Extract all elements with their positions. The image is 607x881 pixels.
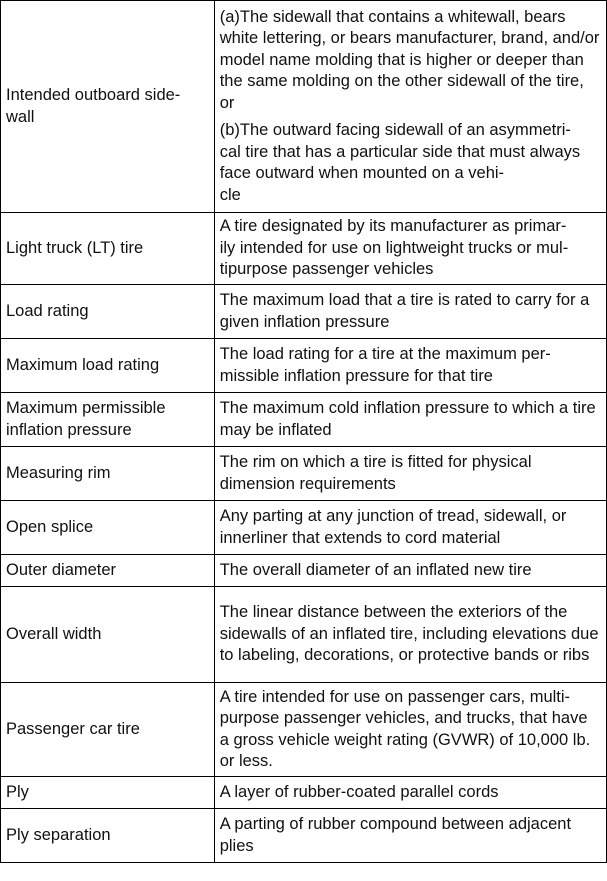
definition-text: A layer of rubber-coated parallel cords: [219, 782, 499, 801]
definition-cell: [214, 555, 606, 587]
definition-cell: [214, 339, 606, 393]
definition-cell: [214, 683, 606, 777]
term-cell: Maximum load rating: [1, 339, 215, 393]
table-row: [1, 809, 607, 863]
term-cell: Outer diameter: [1, 555, 215, 587]
table-row: [1, 777, 607, 809]
definition-text: The maximum cold inflation pressure to which a tire may be inflated: [219, 399, 596, 439]
table-row: [1, 587, 607, 683]
definition-text: The rim on which a tire is fitted for physical dimension requirements: [219, 453, 532, 493]
term-cell: Ply separation: [1, 809, 215, 863]
table-row: [1, 339, 607, 393]
definition-cell: [214, 447, 606, 501]
table-row: [1, 1, 607, 213]
definition-cell: [214, 501, 606, 555]
definition-cell: [214, 777, 606, 809]
definition-cell: [214, 393, 606, 447]
term-cell: Maximum permissible inflation pressure: [1, 393, 215, 447]
definition-text-a: (a)The sidewall that contains a whitewall, bears white lettering, or bears manufacturer, brand, and/or model name molding that is higher or deeper than the same molding on the other sidewall of the tire, or: [219, 7, 600, 112]
table-row: [1, 285, 607, 339]
table-row: [1, 213, 607, 285]
term-cell: Measuring rim: [1, 447, 215, 501]
definition-cell: [214, 1, 606, 213]
definition-text: The load rating for a tire at the maximum per- missible inflation pressure for that tire: [219, 345, 551, 385]
definition-cell: [214, 285, 606, 339]
table-row: [1, 447, 607, 501]
definition-text: Any parting at any junction of tread, sidewall, or innerliner that extends to cord material: [219, 507, 567, 547]
table-row: [1, 393, 607, 447]
term-cell: Passenger car tire: [1, 683, 215, 777]
definition-text: The overall diameter of an inflated new tire: [219, 560, 532, 579]
term-cell: Ply: [1, 777, 215, 809]
definition-text: A tire designated by its manufacturer as primar- ily intended for use on lightweight trucks or mul- tipurpose passenger vehicles: [219, 217, 569, 279]
term-cell: Intended outboard side- wall: [1, 1, 215, 213]
table-row: [1, 555, 607, 587]
definition-cell: [214, 809, 606, 863]
definition-text: A tire intended for use on passenger cars, multi- purpose passenger vehicles, and trucks, that have a gross vehicle weight rating (GVWR) of 10,000 lb. or less.: [219, 687, 591, 770]
definition-cell: [214, 213, 606, 285]
definition-cell: [214, 587, 606, 683]
term-cell: Overall width: [1, 587, 215, 683]
term-cell: Light truck (LT) tire: [1, 213, 215, 285]
glossary-body: [1, 1, 607, 863]
definition-text: A parting of rubber compound between adjacent plies: [219, 815, 572, 855]
definition-text: The maximum load that a tire is rated to carry for a given inflation pressure: [219, 291, 590, 331]
term-cell: Load rating: [1, 285, 215, 339]
table-row: [1, 683, 607, 777]
term-cell: Open splice: [1, 501, 215, 555]
table-row: [1, 501, 607, 555]
definition-text-b: (b)The outward facing sidewall of an asymmetri- cal tire that has a particular side that must always face outward when mounted on a vehi- cle: [219, 121, 581, 204]
definition-text: The linear distance between the exteriors of the sidewalls of an inflated tire, including elevations due to labeling, decorations, or protective bands or ribs: [219, 603, 599, 665]
